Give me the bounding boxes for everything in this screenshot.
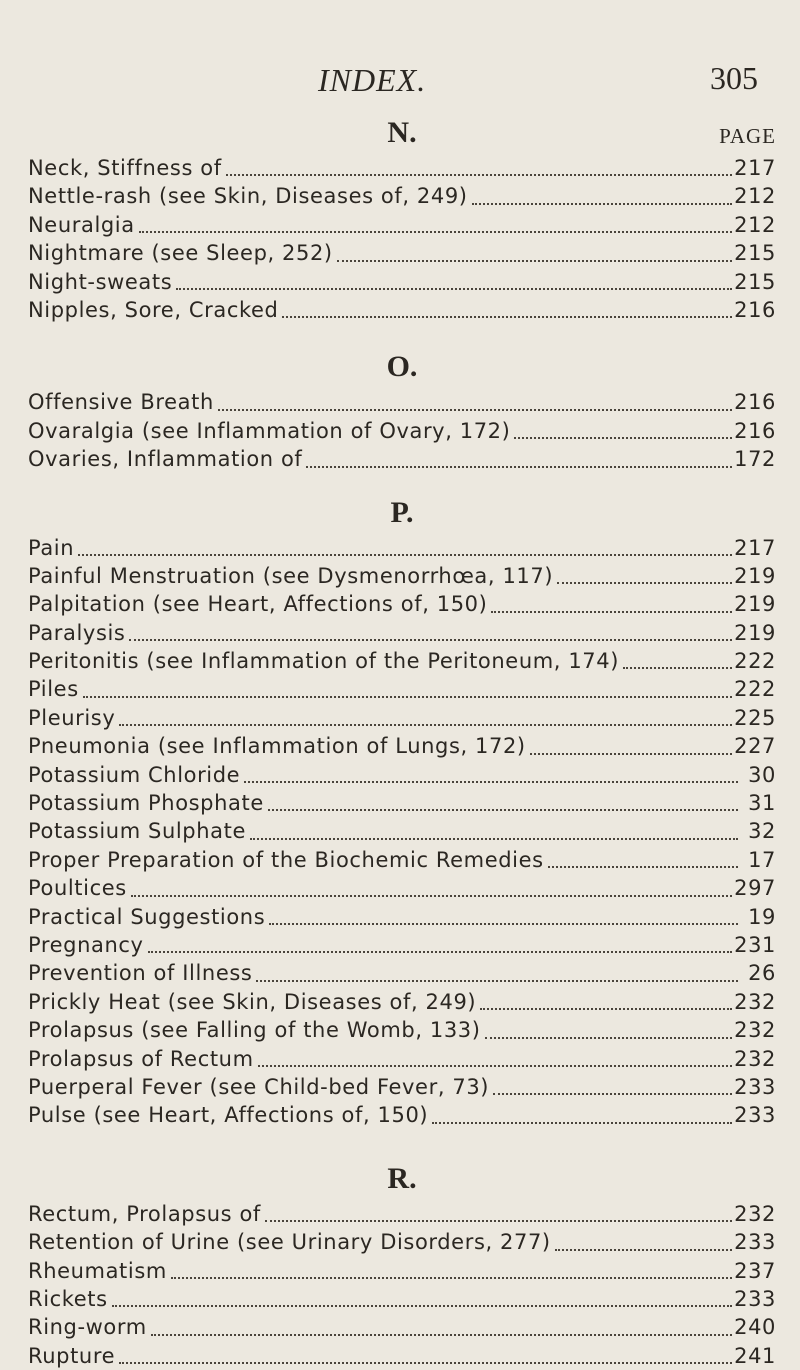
section-head (28, 348, 776, 388)
index-entry (28, 1257, 776, 1285)
entry-term: Night-sweats (28, 269, 173, 294)
index-entry (28, 732, 776, 760)
index-entry (28, 874, 776, 902)
dot-leader (256, 978, 738, 982)
entry-page: 240 (734, 1315, 776, 1340)
section-spacer (28, 474, 776, 494)
dot-leader (226, 172, 732, 176)
index-entry (28, 1101, 776, 1129)
index-entry (28, 296, 776, 324)
dot-leader (112, 1303, 732, 1307)
entry-term: Potassium Phosphate (28, 791, 264, 816)
index-entry (28, 1016, 776, 1044)
entry-term: Potassium Chloride (28, 762, 241, 787)
index-entry (28, 789, 776, 817)
dot-leader (493, 1091, 732, 1095)
dot-leader (548, 864, 738, 868)
entry-page: 26 (748, 961, 776, 986)
entry-page: 227 (734, 734, 776, 759)
section-head (28, 114, 776, 154)
dot-leader (176, 286, 732, 290)
entry-page: 31 (748, 791, 776, 816)
entry-page: 233 (734, 1230, 776, 1255)
index-entry (28, 619, 776, 647)
entry-term: Rectum, Prolapsus of (28, 1201, 261, 1226)
dot-leader (557, 580, 732, 584)
entry-page: 232 (734, 989, 776, 1014)
dot-leader (337, 258, 732, 262)
index-entry (28, 534, 776, 562)
index-entry (28, 239, 776, 267)
dot-leader (129, 637, 732, 641)
dot-leader (244, 779, 738, 783)
dot-leader (119, 722, 732, 726)
dot-leader (485, 1035, 733, 1039)
entry-term: Rickets (28, 1286, 108, 1311)
section-letter: O. (386, 350, 418, 384)
entry-page: 217 (734, 535, 776, 560)
section-letter: N. (387, 116, 417, 149)
index-entry (28, 1073, 776, 1101)
dot-leader (306, 464, 732, 468)
entry-term: Peritonitis (see Inflammation of the Peritoneum, 174) (28, 649, 620, 674)
entry-term: Potassium Sulphate (28, 819, 246, 844)
dot-leader (555, 1247, 732, 1251)
entry-page: 219 (734, 563, 776, 588)
entry-term: Nightmare (see Sleep, 252) (28, 241, 333, 266)
index-entry (28, 182, 776, 210)
entry-page: 219 (734, 592, 776, 617)
index-entry (28, 675, 776, 703)
index-entry (28, 1285, 776, 1313)
index-entry (28, 1228, 776, 1256)
index-entry (28, 1342, 776, 1370)
index-entry (28, 647, 776, 675)
dot-leader (432, 1120, 732, 1124)
dot-leader (119, 1360, 732, 1364)
entry-page: 225 (734, 705, 776, 730)
entry-term: Poultices (28, 876, 127, 901)
entry-term: Pleurisy (28, 705, 116, 730)
entry-term: Prickly Heat (see Skin, Diseases of, 249) (28, 989, 477, 1014)
entry-term: Ovaries, Inflammation of (28, 447, 303, 472)
page-column-label: PAGE (719, 124, 776, 148)
entry-term: Piles (28, 677, 79, 702)
section-o (28, 348, 776, 473)
entry-page: 172 (734, 447, 776, 472)
index-entry (28, 704, 776, 732)
entry-term: Ovaralgia (see Inflammation of Ovary, 172) (28, 418, 511, 443)
running-head (0, 48, 800, 108)
entry-page: 215 (734, 269, 776, 294)
entry-page: 30 (748, 762, 776, 787)
entry-page: 297 (734, 876, 776, 901)
index-entry (28, 817, 776, 845)
entry-page: 232 (734, 1018, 776, 1043)
dot-leader (250, 836, 738, 840)
entry-term: Retention of Urine (see Urinary Disorders, 277) (28, 1230, 551, 1255)
entry-term: Painful Menstruation (see Dysmenorrhœa, 117) (28, 563, 554, 588)
entry-page: 216 (734, 390, 776, 415)
entry-page: 231 (734, 932, 776, 957)
index-entry (28, 988, 776, 1016)
entry-page: 19 (748, 904, 776, 929)
entry-term: Rupture (28, 1343, 116, 1368)
entry-page: 216 (734, 418, 776, 443)
entry-page: 232 (734, 1046, 776, 1071)
entry-term: Neck, Stiffness of (28, 156, 222, 180)
entry-page: 32 (748, 819, 776, 844)
dot-leader (139, 229, 732, 233)
entry-term: Prolapsus (see Falling of the Womb, 133) (28, 1018, 481, 1043)
page-title: INDEX. (318, 62, 427, 98)
entry-term: Prevention of Illness (28, 961, 253, 986)
dot-leader (148, 949, 733, 953)
dot-leader (78, 552, 732, 556)
section-head (28, 494, 776, 534)
section-spacer (28, 1130, 776, 1160)
index-entry (28, 268, 776, 296)
entry-page: 17 (748, 847, 776, 872)
entry-term: Practical Suggestions (28, 904, 266, 929)
dot-leader (282, 314, 732, 318)
entry-term: Neuralgia (28, 212, 135, 237)
index-entry (28, 590, 776, 618)
entry-term: Pulse (see Heart, Affections of, 150) (28, 1103, 429, 1128)
dot-leader (131, 893, 732, 897)
entry-term: Proper Preparation of the Biochemic Remedies (28, 847, 544, 872)
section-spacer (28, 324, 776, 348)
entry-term: Palpitation (see Heart, Affections of, 150) (28, 592, 488, 617)
dot-leader (83, 694, 732, 698)
section-head (28, 1160, 776, 1200)
page-number: 305 (710, 60, 758, 96)
index-entry (28, 154, 776, 182)
index-entry (28, 931, 776, 959)
entry-term: Pain (28, 535, 75, 560)
dot-leader (530, 751, 732, 755)
index-entry (28, 417, 776, 445)
index-entry (28, 211, 776, 239)
entry-term: Offensive Breath (28, 390, 214, 415)
dot-leader (218, 407, 732, 411)
entry-page: 233 (734, 1074, 776, 1099)
section-letter: R. (387, 1161, 417, 1195)
index-entry (28, 903, 776, 931)
entry-page: 219 (734, 620, 776, 645)
dot-leader (472, 201, 733, 205)
entry-term: Rheumatism (28, 1258, 167, 1283)
entry-page: 237 (734, 1258, 776, 1283)
entry-term: Prolapsus of Rectum (28, 1046, 254, 1071)
index-entry (28, 761, 776, 789)
entry-page: 232 (734, 1201, 776, 1226)
index-entry (28, 562, 776, 590)
section-r (28, 1160, 776, 1370)
entry-page: 215 (734, 241, 776, 266)
index-entry (28, 1045, 776, 1073)
section-letter: P. (390, 495, 414, 529)
dot-leader (623, 665, 732, 669)
dot-leader (265, 1218, 732, 1222)
entry-term: Puerperal Fever (see Child-bed Fever, 73) (28, 1074, 490, 1099)
entry-page: 216 (734, 297, 776, 322)
dot-leader (491, 609, 732, 613)
index-entry (28, 445, 776, 473)
section-p (28, 494, 776, 1130)
dot-leader (151, 1332, 732, 1336)
entry-term: Pregnancy (28, 932, 144, 957)
entry-page: 212 (734, 184, 776, 209)
entry-term: Ring-worm (28, 1315, 147, 1340)
entry-page: 217 (734, 156, 776, 180)
index-entry (28, 1313, 776, 1341)
index-entry (28, 388, 776, 416)
index-entry (28, 846, 776, 874)
index-body (28, 114, 776, 1370)
dot-leader (269, 921, 738, 925)
entry-page: 222 (734, 649, 776, 674)
entry-page: 241 (734, 1343, 776, 1368)
dot-leader (258, 1063, 732, 1067)
index-entry (28, 959, 776, 987)
entry-term: Nipples, Sore, Cracked (28, 297, 279, 322)
entry-page: 233 (734, 1286, 776, 1311)
dot-leader (268, 807, 738, 811)
section-n (28, 114, 776, 324)
entry-page: 233 (734, 1103, 776, 1128)
dot-leader (514, 435, 732, 439)
dot-leader (171, 1275, 732, 1279)
index-entry (28, 1200, 776, 1228)
entry-page: 222 (734, 677, 776, 702)
entry-term: Paralysis (28, 620, 126, 645)
entry-term: Pneumonia (see Inflammation of Lungs, 172) (28, 734, 526, 759)
entry-term: Nettle-rash (see Skin, Diseases of, 249) (28, 184, 468, 209)
dot-leader (480, 1006, 732, 1010)
entry-page: 212 (734, 212, 776, 237)
